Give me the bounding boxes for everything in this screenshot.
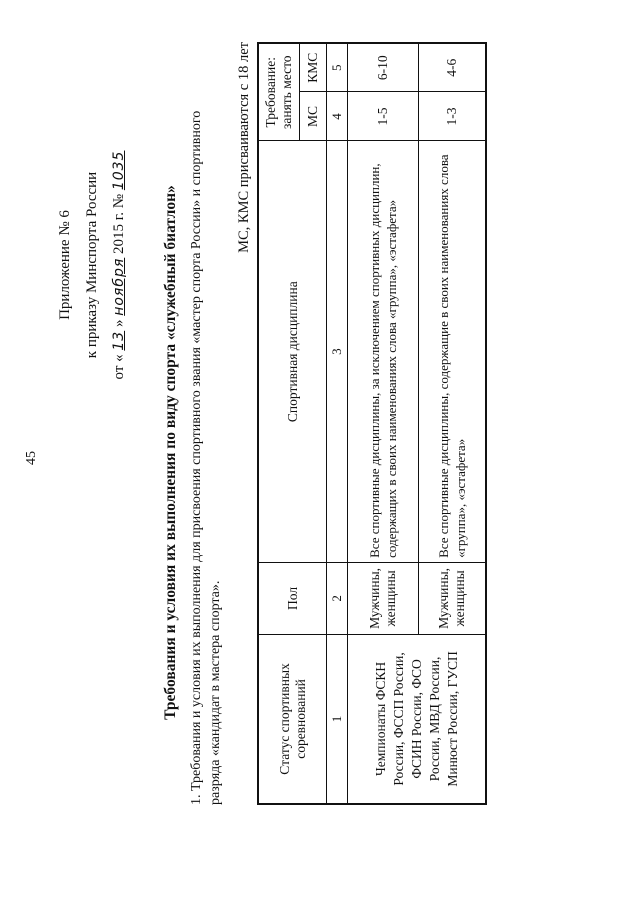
requirements-table	[257, 42, 487, 805]
handwritten-day: 13	[111, 330, 127, 351]
kms-cell: 4-6	[419, 43, 487, 92]
page-number: 45	[24, 451, 39, 465]
discipline-cell: Все спортивные дисциплины, за исключением спортивных дисциплин, содержащих в своих наименованиях слова «группа», «эстафета»	[348, 141, 419, 562]
header-status: Статус спортивных соревнований	[258, 634, 327, 804]
column-number: 4	[327, 92, 348, 141]
appendix-header	[52, 20, 133, 510]
handwritten-order-number: 1035	[111, 150, 127, 191]
header-ms: МС	[300, 92, 327, 141]
column-number: 1	[327, 634, 348, 804]
gender-cell: Мужчины, женщины	[348, 562, 419, 634]
header-kms: КМС	[300, 43, 327, 92]
age-note: МС, КМС присваиваются с 18 лет	[236, 42, 252, 253]
table-row	[348, 43, 419, 804]
date-prefix: от «	[111, 354, 127, 380]
handwritten-month: ноября	[111, 257, 127, 316]
column-number: 2	[327, 562, 348, 634]
header-discipline: Спортивная дисциплина	[258, 141, 327, 562]
column-number: 5	[327, 43, 348, 92]
header-gender: Пол	[258, 562, 327, 634]
appendix-order-ref: к приказу Минспорта России	[84, 171, 100, 359]
header-requirement: Требование: занять место	[258, 43, 300, 141]
date-year: 2015 г. №	[111, 193, 127, 254]
gender-cell: Мужчины, женщины	[419, 562, 487, 634]
appendix-date-line	[106, 20, 133, 510]
ms-cell: 1-5	[348, 92, 419, 141]
column-number: 3	[327, 141, 348, 562]
kms-cell: 6-10	[348, 43, 419, 92]
intro-paragraph: 1. Требования и условия их выполнения для присвоения спортивного звания «мастер спорта России» и спортивного разряда «кандидат в мастера спорта».	[189, 110, 223, 805]
status-cell: Чемпионаты ФСКН России, ФССП России, ФСИН России, ФСО России, МВД России, Минюст России, ГУСП	[348, 634, 487, 804]
ms-cell: 1-3	[419, 92, 487, 141]
discipline-cell: Все спортивные дисциплины, содержащие в своих наименованиях слова «группа», «эстафета»	[419, 141, 487, 562]
appendix-title: Приложение № 6	[57, 210, 73, 320]
date-sep: »	[111, 319, 127, 328]
document-title: Требования и условия их выполнения по виду спорта «служебный биатлон»	[162, 185, 179, 720]
